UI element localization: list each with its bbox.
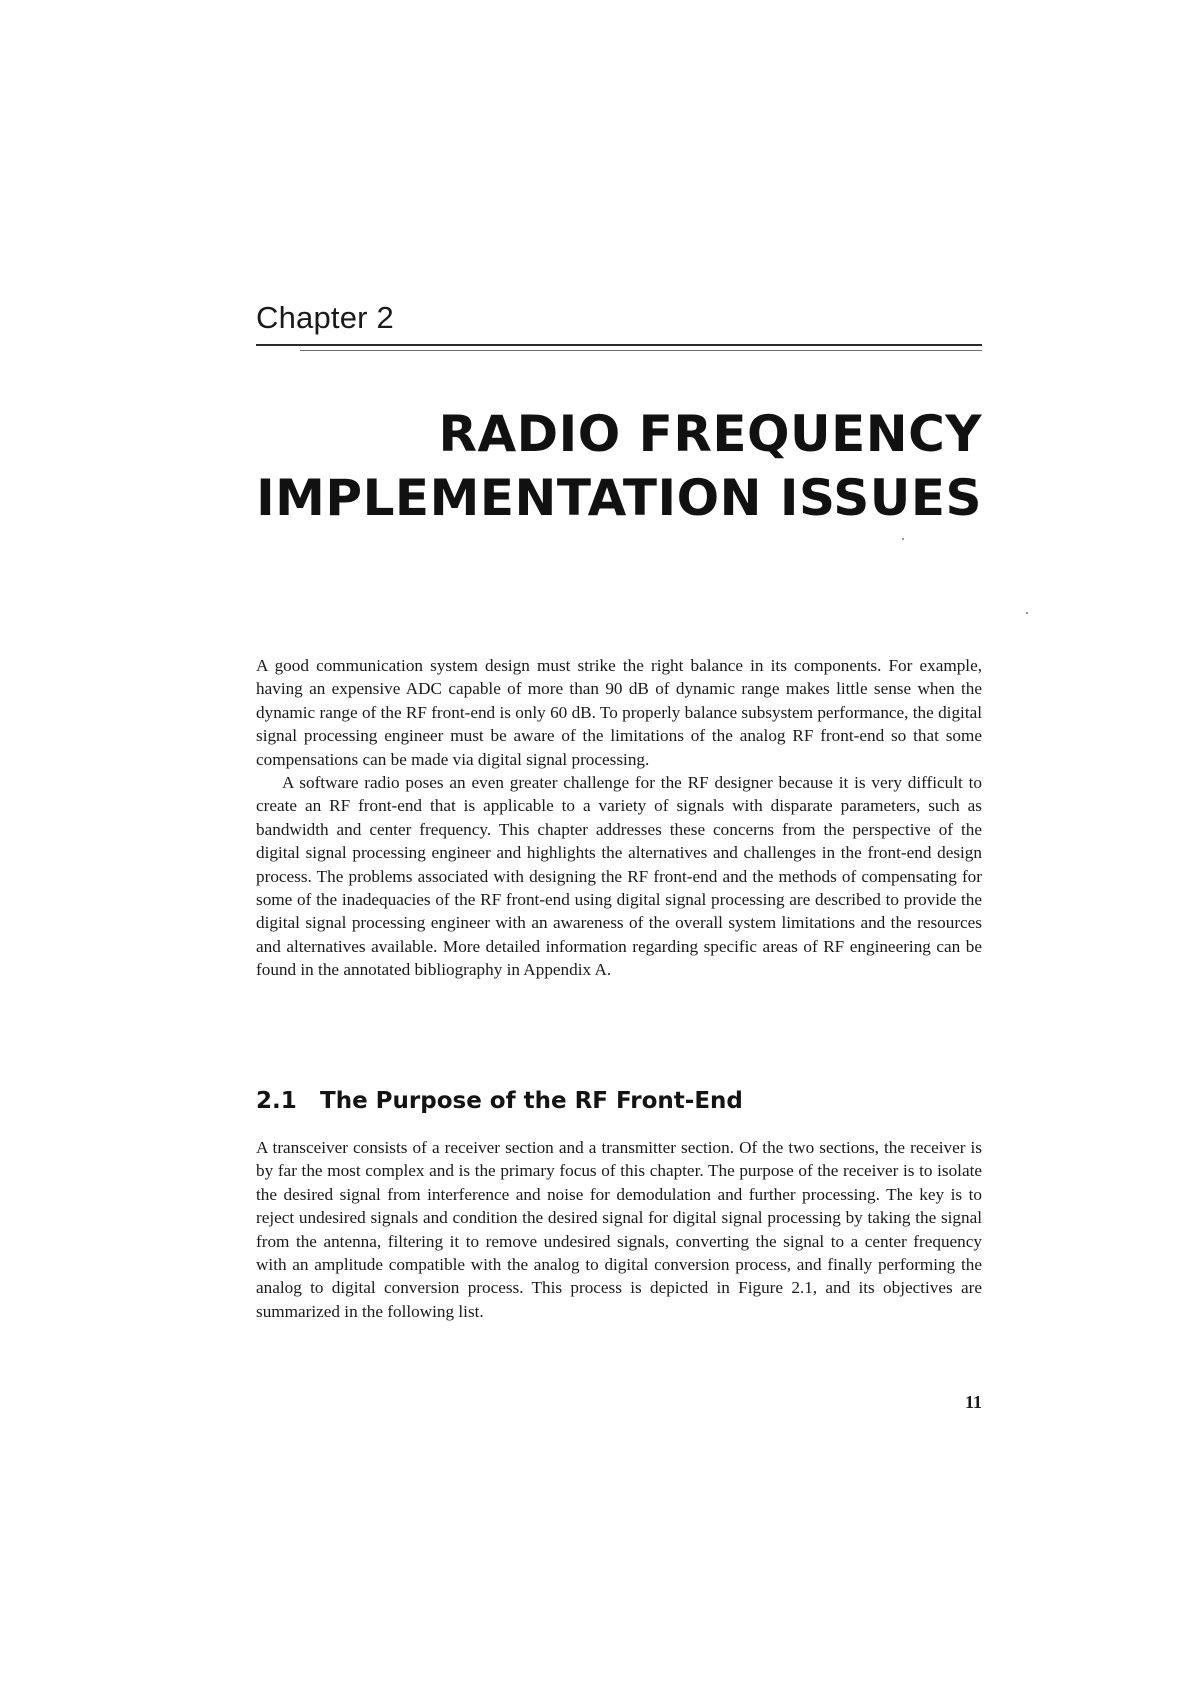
section-number: 2.1 xyxy=(256,1088,297,1114)
chapter-title xyxy=(222,402,982,530)
section-title: The Purpose of the RF Front-End xyxy=(320,1088,743,1114)
chapter-label: Chapter 2 xyxy=(256,300,394,335)
page-number: 11 xyxy=(964,1392,982,1412)
scan-speck xyxy=(1026,612,1028,614)
section-paragraph-1: A transceiver consists of a receiver section and a transmitter section. Of the two sections, the receiver is by far the most complex and is the primary focus of this chapter. The purpose of the receiver is to isolate the desired signal from interference and noise for demodulation and further processing. The key is to reject undesired signals and condition the desired signal for digital signal processing by taking the signal from the antenna, filtering it to remove undesired signals, converting the signal to a center frequency with an amplitude compatible with the analog to digital conversion process, and finally performing the analog to digital conversion process. This process is depicted in Figure 2.1, and its objectives are summarized in the following list. xyxy=(256,1138,982,1321)
chapter-rule xyxy=(256,344,982,346)
chapter-rule-secondary xyxy=(300,350,982,351)
section-heading xyxy=(256,1088,743,1114)
chapter-title-line-1: RADIO FREQUENCY xyxy=(438,405,982,463)
section-text xyxy=(256,1136,982,1323)
scan-speck xyxy=(902,538,904,540)
intro-paragraph-1: A good communication system design must strike the right balance in its components. For example, having an expensive ADC capable of more than 90 dB of dynamic range makes little sense when the dynamic range of the RF front-end is only 60 dB. To properly balance subsystem performance, the digital signal processing engineer must be aware of the limitations of the analog RF front-end so that some compensations can be made via digital signal processing. xyxy=(256,656,982,769)
chapter-title-line-2: IMPLEMENTATION ISSUES xyxy=(256,469,982,527)
intro-paragraph-2: A software radio poses an even greater challenge for the RF designer because it is very difficult to create an RF front-end that is applicable to a variety of signals with disparate parameters, such as bandwidth and center frequency. This chapter addresses these concerns from the perspective of the digital signal processing engineer and highlights the alternatives and challenges in the front-end design process. The problems associated with designing the RF front-end and the methods of compensating for some of the inadequacies of the RF front-end using digital signal processing are described to provide the digital signal processing engineer with an awareness of the overall system limitations and the resources and alternatives available. More detailed information regarding specific areas of RF engineering can be found in the annotated bibliography in Appendix A. xyxy=(256,773,982,980)
intro-text xyxy=(256,654,982,982)
